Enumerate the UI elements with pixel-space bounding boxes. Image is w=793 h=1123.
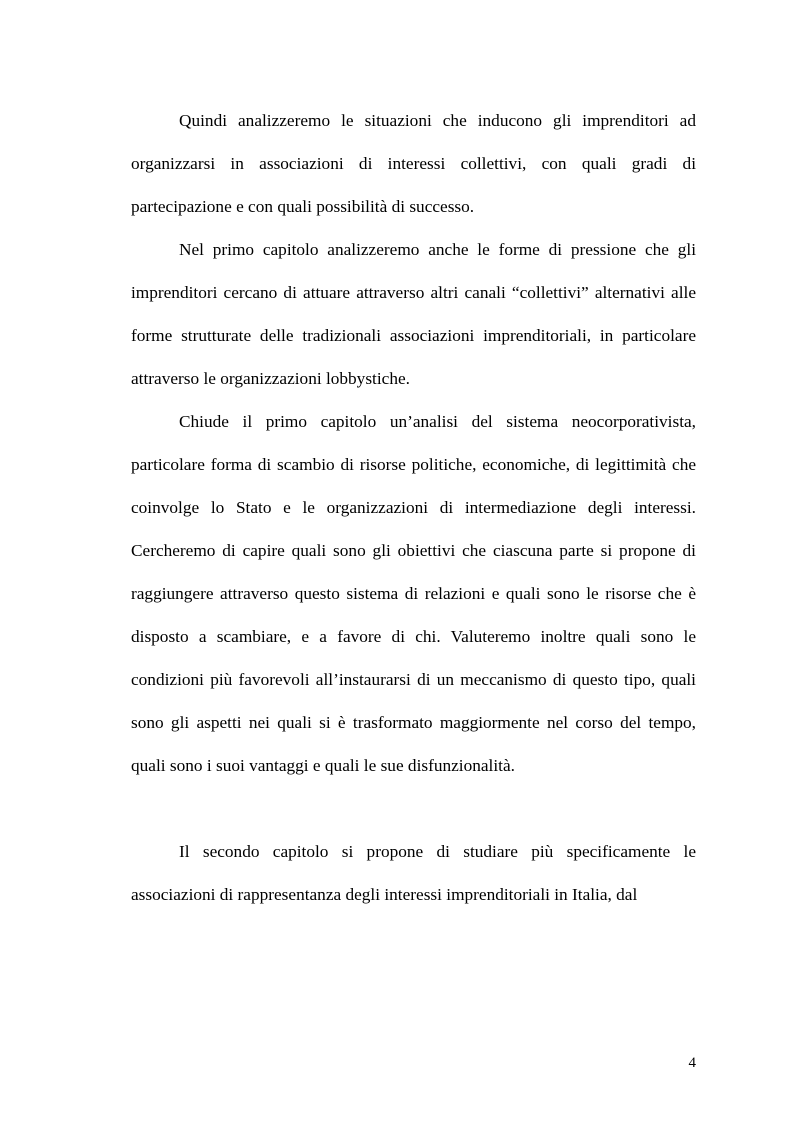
paragraph-1: Quindi analizzeremo le situazioni che inducono gli imprenditori ad organizzarsi in associazioni di interessi collettivi, con quali gradi di partecipazione e con quali possibilità di successo. bbox=[131, 111, 696, 216]
body-text bbox=[131, 99, 696, 916]
paragraph-2: Nel primo capitolo analizzeremo anche le forme di pressione che gli imprenditori cercano di attuare attraverso altri canali “collettivi” alternativi alle forme strutturate delle tradizionali associazioni imprenditoriali, in particolare attraverso le organizzazioni lobbystiche. bbox=[131, 240, 696, 388]
page-number: 4 bbox=[688, 1055, 696, 1071]
paragraph-3: Chiude il primo capitolo un’analisi del sistema neocorporativista, particolare forma di scambio di risorse politiche, economiche, di legittimità che coinvolge lo Stato e le organizzazioni di intermediazione degli interessi. Cercheremo di capire quali sono gli obiettivi che ciascuna parte si propone di raggiungere attraverso questo sistema di relazioni e quali sono le risorse che è disposto a scambiare, e a favore di chi. Valuteremo inoltre quali sono le condizioni più favorevoli all’instaurarsi di un meccanismo di questo tipo, quali sono gli aspetti nei quali si è trasformato maggiormente nel corso del tempo, quali sono i suoi vantaggi e quali le sue disfunzionalità. bbox=[131, 412, 696, 775]
paragraph-4: Il secondo capitolo si propone di studiare più specificamente le associazioni di rappresentanza degli interessi imprenditoriali in Italia, dal bbox=[131, 842, 696, 904]
